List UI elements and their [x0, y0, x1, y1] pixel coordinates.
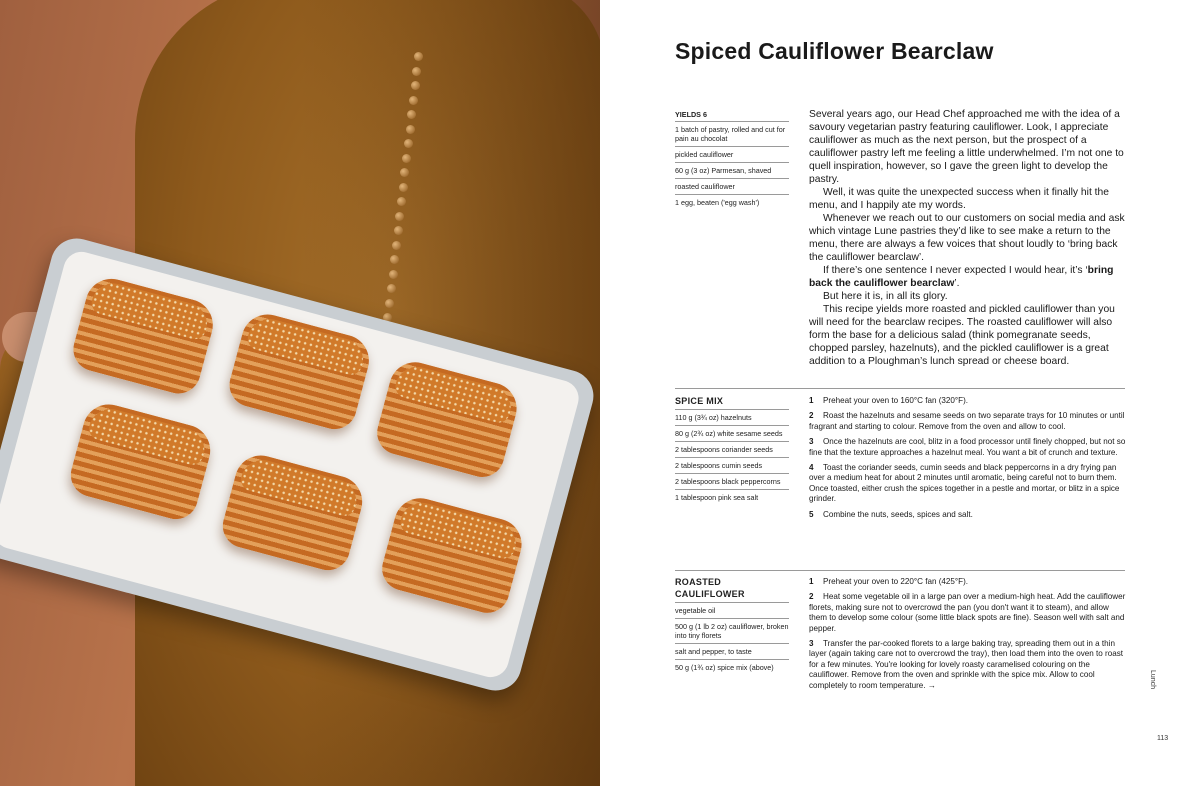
roasted-cauliflower-heading: ROASTED CAULIFLOWER: [675, 577, 745, 599]
roasted-cauliflower-ingredient-list: [675, 576, 789, 675]
ingredient-item: 1 tablespoon pink sea salt: [675, 489, 789, 505]
ingredient-item: roasted cauliflower: [675, 178, 789, 194]
step-text: Roast the hazelnuts and sesame seeds on two separate trays for 10 minutes or until fragrant and starting to colour. Remove from the oven and allow to cool.: [809, 411, 1125, 431]
method-step: [809, 639, 1127, 691]
intro-paragraph: If there’s one sentence I never expected I would hear, it’s ‘bring back the cauliflower bearclaw’.: [809, 265, 1114, 289]
intro-paragraph: Well, it was quite the unexpected success when it finally hit the menu, and I happily ate my words.: [809, 187, 1109, 211]
step-number: 1: [809, 577, 814, 586]
dress-button: [397, 197, 406, 206]
step-number: 4: [809, 463, 814, 473]
step-number: 1: [809, 396, 814, 405]
ingredient-item: pickled cauliflower: [675, 146, 789, 162]
step-text: Once the hazelnuts are cool, blitz in a food processor until finely chopped, but not so fine that the texture approaches a hazelnut meal. You want a bit of crunch and texture.: [809, 437, 1126, 457]
section-tab: Lunch: [1149, 670, 1156, 690]
ingredient-item: 2 tablespoons coriander seeds: [675, 441, 789, 457]
yields-label: YIELDS 6: [675, 110, 707, 119]
intro-paragraph: Whenever we reach out to our customers on social media and ask which vintage Lune pastries they’d like to see make a return to the menu, there are always a few voices that shout loudly to ‘bring back the cauliflower bearclaw’.: [809, 213, 1125, 263]
method-step: [809, 437, 1127, 458]
step-text: Combine the nuts, seeds, spices and salt.: [823, 509, 973, 519]
method-step: [809, 396, 1127, 406]
dress-buttons: [378, 40, 448, 340]
pastry: [377, 492, 527, 617]
method-step: [809, 463, 1127, 505]
step-number: 3: [809, 639, 814, 649]
dress-button: [407, 110, 416, 119]
ingredient-item: 1 egg, beaten ('egg wash'): [675, 194, 789, 210]
dress-button: [390, 255, 399, 264]
ingredient-item: 2 tablespoons cumin seeds: [675, 457, 789, 473]
dress-button: [414, 52, 423, 61]
section-divider: [675, 388, 1125, 389]
dress-button: [389, 270, 398, 279]
dress-button: [387, 284, 396, 293]
ingredient-item: salt and pepper, to taste: [675, 643, 789, 659]
step-number: 3: [809, 437, 814, 447]
pastry: [225, 309, 375, 434]
pastry: [68, 273, 218, 398]
dress-button: [385, 299, 394, 308]
pastry: [66, 399, 216, 524]
dress-button: [395, 212, 404, 221]
ingredient-item: 2 tablespoons black peppercorns: [675, 473, 789, 489]
step-text: Toast the coriander seeds, cumin seeds and black peppercorns in a dry frying pan over a medium heat for about 2 minutes until aromatic, being careful not to burn them. Once toasted, either crush the spices together in a pestle and mortar, or blitz in a spice grinder.: [809, 463, 1120, 504]
intro-paragraph: Several years ago, our Head Chef approached me with the idea of a savoury vegetarian pastry featuring cauliflower. Look, I appreciate cauliflower as much as the next person, but the prospect of a cauliflower pastry left me feeling a little underwhelmed. I’m not one to quell inspiration, however, so I gave the green light to develop the pastry.: [809, 109, 1124, 185]
step-text: Preheat your oven to 220°C fan (425°F).: [823, 577, 969, 586]
dress-button: [402, 154, 411, 163]
ingredient-item: vegetable oil: [675, 602, 789, 618]
intro-paragraph: This recipe yields more roasted and pickled cauliflower than you will need for the bearclaw recipes. The roasted cauliflower will also form the base for a delicious salad (think pomegranate seeds, chopped parsley, hazelnuts), and the pickled cauliflower is a great addition to a Ploughman’s lunch spread or cheese board.: [809, 304, 1115, 367]
dress-button: [409, 96, 418, 105]
ingredient-item: 500 g (1 lb 2 oz) cauliflower, broken into tiny florets: [675, 618, 789, 643]
dress-button: [406, 125, 415, 134]
ingredient-item: 50 g (1¾ oz) spice mix (above): [675, 659, 789, 675]
step-number: 2: [809, 411, 814, 421]
step-number: 2: [809, 592, 814, 602]
intro-text: [809, 108, 1129, 368]
pastry: [372, 356, 522, 481]
dress-button: [394, 226, 403, 235]
dress-button: [399, 183, 408, 192]
method-step: [809, 577, 1127, 587]
ingredient-item: 1 batch of pastry, rolled and cut for pain au chocolat: [675, 121, 789, 146]
dress-button: [400, 168, 409, 177]
spice-mix-ingredient-list: [675, 395, 789, 505]
step-text: Heat some vegetable oil in a large pan over a medium-high heat. Add the cauliflower florets, making sure not to overcrowd the pan (you don't want it to steam), and allow them to develop some colour (some little black spots are fine). Season well with salt and pepper.: [809, 592, 1126, 633]
method-step: [809, 592, 1127, 634]
method-step: [809, 411, 1127, 432]
recipe-title: Spiced Cauliflower Bearclaw: [675, 38, 994, 64]
base-ingredient-list: [675, 110, 789, 210]
spice-mix-method: [809, 396, 1127, 525]
dress-button: [411, 81, 420, 90]
dress-button: [392, 241, 401, 250]
intro-paragraph: But here it is, in all its glory.: [823, 291, 948, 302]
ingredient-item: 60 g (3 oz) Parmesan, shaved: [675, 162, 789, 178]
pastry: [218, 450, 368, 575]
dress-button: [412, 67, 421, 76]
section-divider: [675, 570, 1125, 571]
page-number: 113: [1157, 735, 1169, 742]
step-number: 5: [809, 509, 814, 519]
spice-mix-heading: SPICE MIX: [675, 396, 724, 406]
dress-button: [404, 139, 413, 148]
step-text: Transfer the par-cooked florets to a large baking tray, spreading them out in a thin layer (again taking care not to overcrowd the tray), then load them into the oven to roast for a few minutes. You're looking for lovely roasty caramelised colouring on the cauliflower. Remove from the oven and sprinkle with the spice mix. Allow to cool completely to room temperature. →: [809, 639, 1124, 690]
ingredient-item: 110 g (3¾ oz) hazelnuts: [675, 409, 789, 425]
roasted-cauliflower-method: [809, 577, 1127, 696]
ingredient-item: 80 g (2¾ oz) white sesame seeds: [675, 425, 789, 441]
method-step: [809, 510, 1127, 520]
bold-quote: bring back the cauliflower bearclaw: [809, 265, 1114, 289]
step-text: Preheat your oven to 160°C fan (320°F).: [823, 396, 969, 405]
